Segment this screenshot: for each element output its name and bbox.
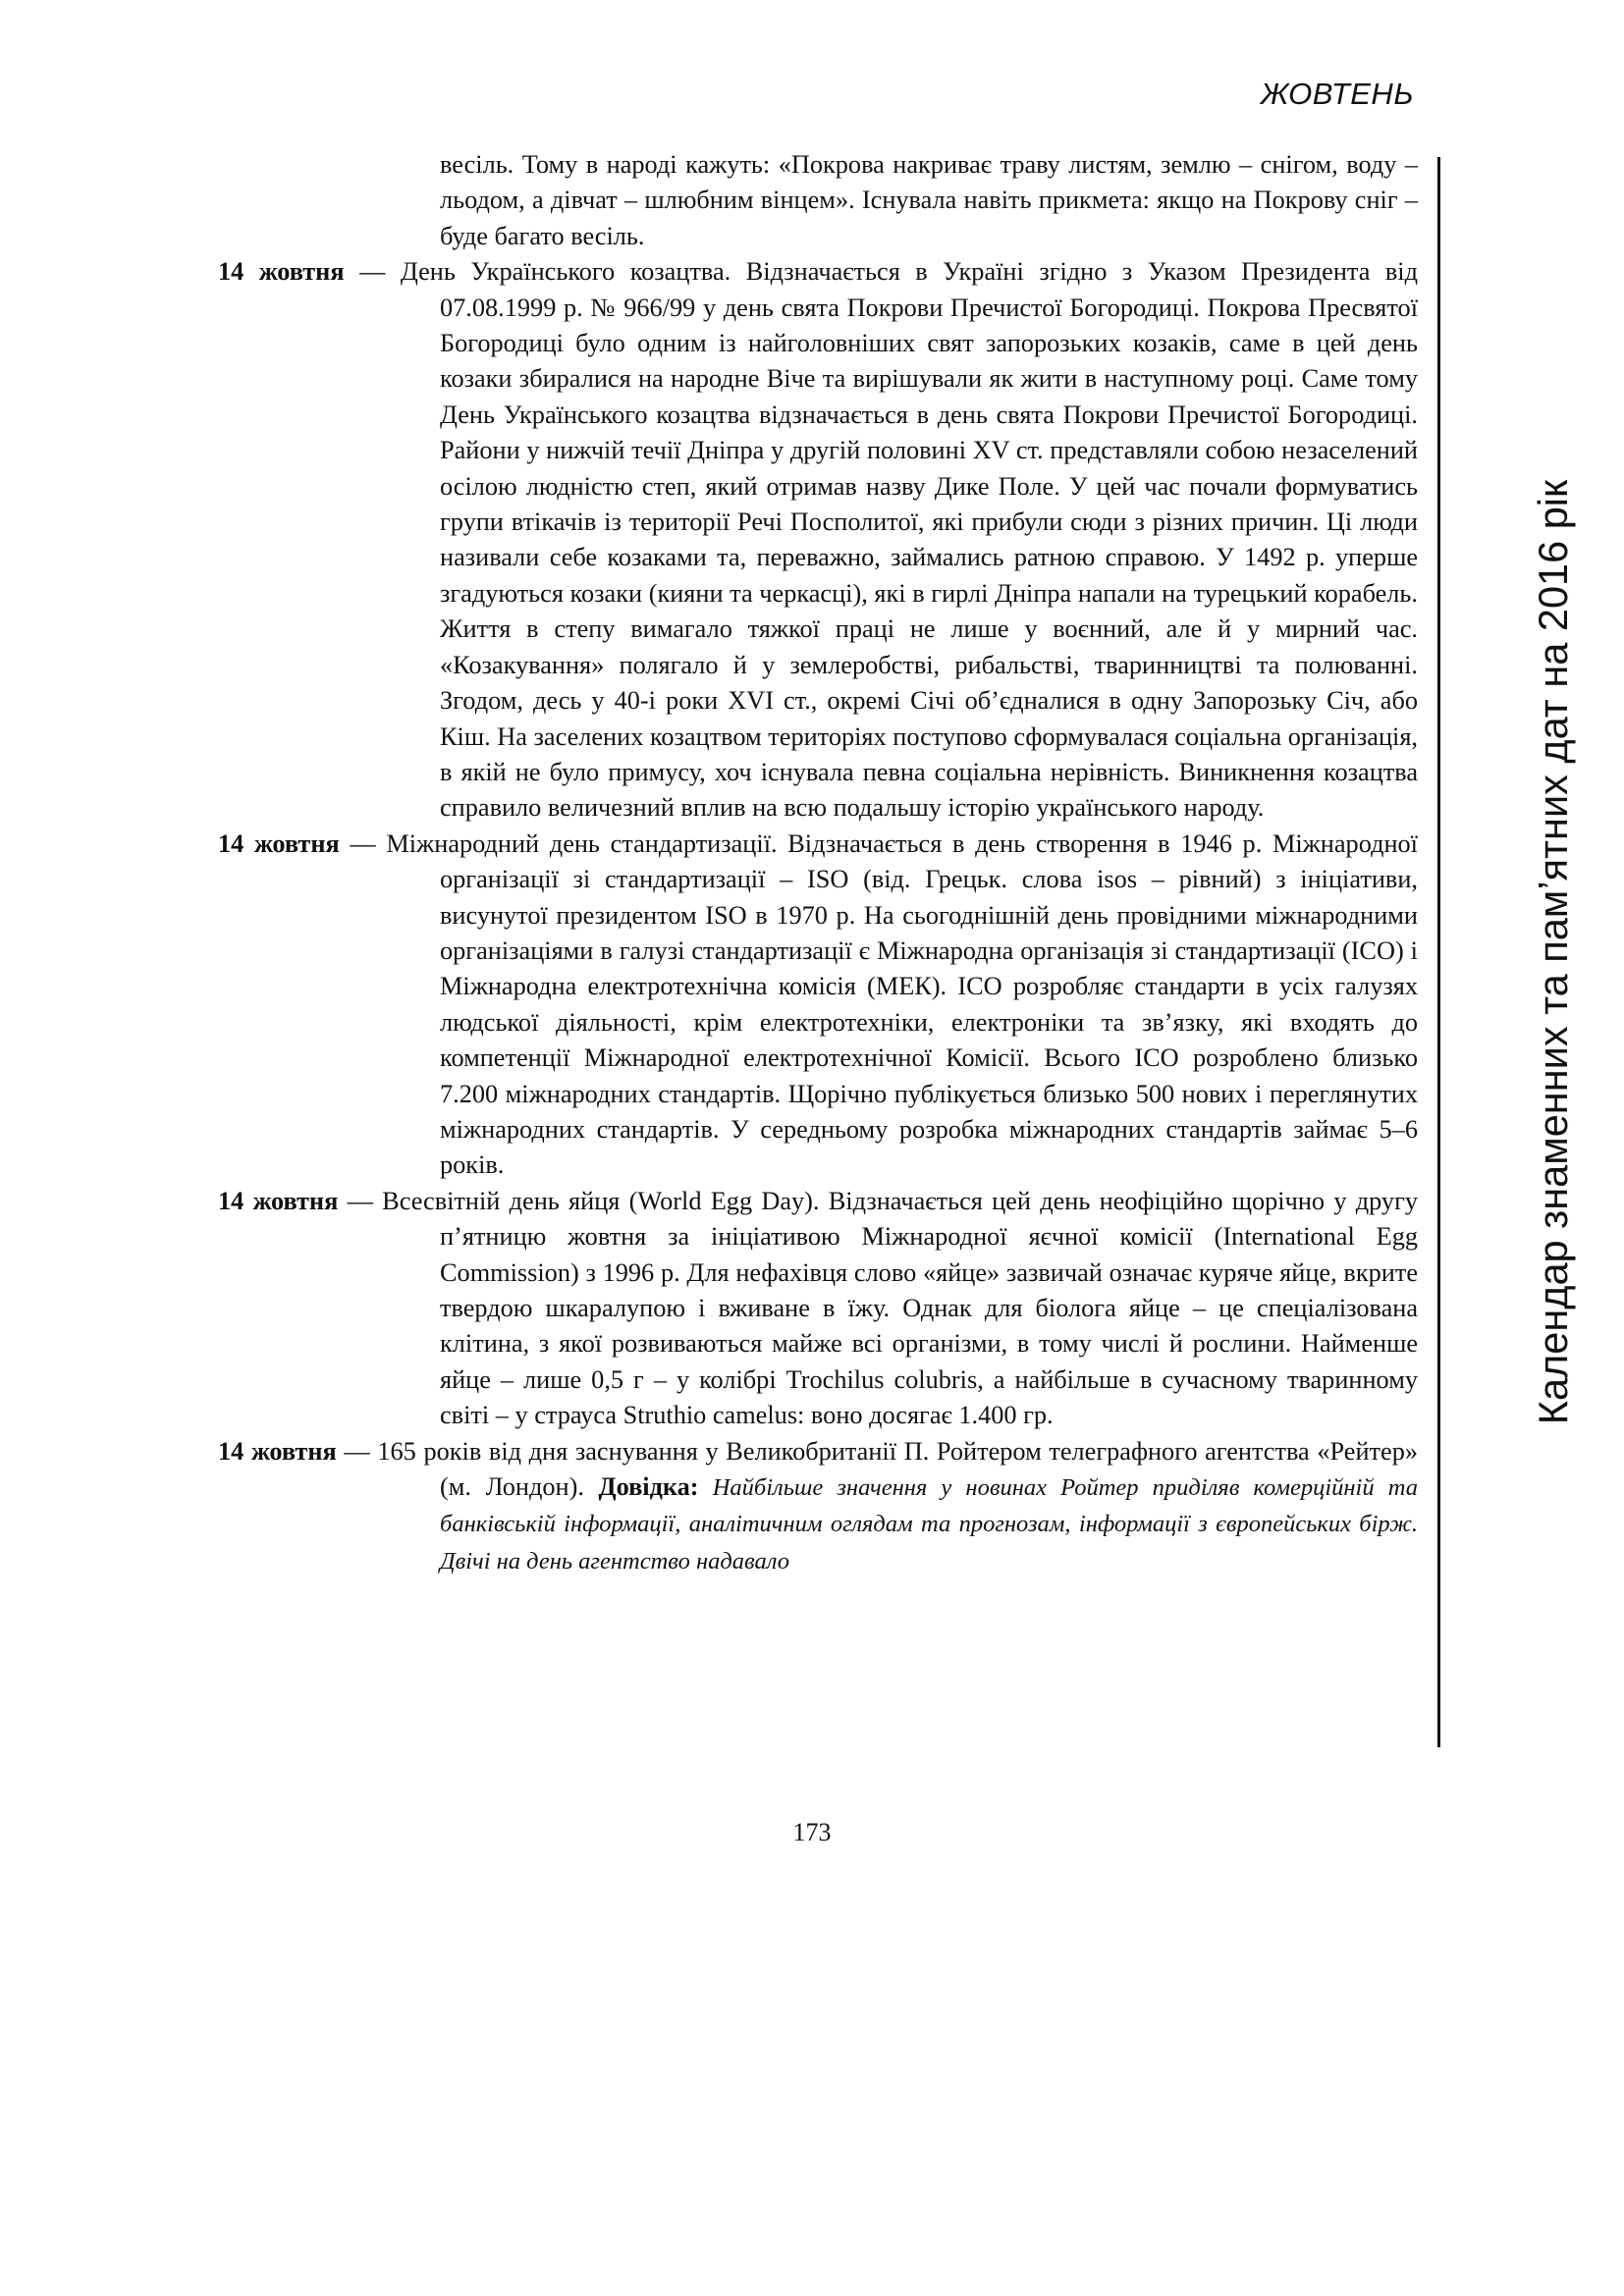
entry-date: 14 жовтня [218,1436,337,1466]
entry-text: День Українського козацтва. Відзначається в Україні згідно з Указом Президента від 07.08.1999 р. № 966/99 у день свята Покрови Пречистої Богородиці. Покрова Пресвятої Богородиці було одним із найголовніших свят запорозьких козаків, саме в цей день козаки збиралися на народне Віче та вирішували як жити в наступному році. Саме тому День Українського козацтва відзначається в день свята Покрови Пречистої Богородиці. Райони у нижчій течії Дніпра у другій половині XV ст. представляли собою незаселений осілою людністю степ, який отримав назву Дике Поле. У цей час почали формуватись групи втікачів із території Речі Посполитої, які прибули сюди з різних причин. Ці люди називали себе козаками та, переважно, займались ратною справою. У 1492 р. уперше згадуються козаки (кияни та черкасці), які в гирлі Дніпра напали на турецький корабель. Життя в степу вимагало тяжкої праці не лише у воєнний, але й у мирний час. «Козакування» полягало й у землеробстві, рибальстві, тваринництві та полюванні. Згодом, десь у 40-і роки XVI ст., окремі Січі об’єдналися в одну Запорозьку Січ, або Кіш. На заселених козацтвом територіях поступово сформувалася соціальна організація, в якій не було примусу, хоч існувала певна соціальна нерівність. Виникнення козацтва справило величезний вплив на всю подальшу історію українського народу. [400,257,1418,823]
intro-paragraph: весіль. Тому в народі кажуть: «Покрова накриває траву листям, землю – снігом, воду – льодом, а дівчат – шлюбним вінцем». Існувала навіть прикмета: якщо на Покрову сніг – буде багато весіль. [440,150,1418,250]
calendar-entry [218,827,1418,1184]
side-divider-line [1437,157,1440,1747]
calendar-entry [218,1434,1418,1580]
calendar-entry [218,254,1418,827]
entry-text: 165 років від дня заснування у Великобританії П. Ройтером телеграфного агентства «Рейтер» (м. Лондон). [377,1436,1419,1502]
page-body [218,147,1418,1579]
entry-dash: — [338,1186,383,1215]
entry-text: Всесвітній день яйця (World Egg Day). Відзначається цей день неофіційно щорічно у другу п’ятницю жовтня за ініціативою Міжнародної яєчної комісії (International Egg Commission) з 1996 р. Для нефахівця слово «яйце» зазвичай означає куряче яйце, вкрите твердою шкаралупою і вживане в їжу. Однак для біолога яйце – це спеціалізована клітина, з якої розвиваються майже всі організми, в тому числі й рослини. Найменше яйце – лише 0,5 г – у колібрі Trochilus colubris, а найбільше в сучасному тваринному світі – у страуса Struthio camelus: воно досягає 1.400 гр. [382,1186,1419,1430]
entry-dash: — [344,257,401,287]
reference-text: Найбільше значення у новинах Ройтер приділяв комерційній та банківській інформації, аналітичним оглядам та прогнозам, інформації з європейських бірж. Двічі на день агентство надавало [440,1474,1418,1575]
entry-date: 14 жовтня [218,1186,339,1215]
entry-dash: — [339,828,387,858]
calendar-entry [218,1184,1418,1434]
page-number: 173 [792,1818,832,1846]
entry-date: 14 жовтня [218,828,340,858]
running-header-month: ЖОВТЕНЬ [1260,77,1414,111]
reference-label: Довідка: [598,1472,699,1502]
entry-dash: — [336,1436,378,1466]
entry-date: 14 жовтня [218,257,345,287]
side-book-title: Календар знаменних та пам’ятних дат на 2016 рік [1530,479,1576,1425]
entry-text: Міжнародний день стандартизації. Відзначається в день створення в 1946 р. Міжнародної організації зі стандартизації – ISO (від. Грецьк. слова isos – рівний) з ініціативи, висунутої президентом ISO в 1970 р. На сьогоднішній день провідними міжнародними організаціями в галузі стандартизації є Міжнародна організація зі стандартизації (ІСО) і Міжнародна електротехнічна комісія (МЕК). ІСО розробляє стандарти в усіх галузях людської діяльності, крім електротехніки, електроніки та зв’язку, які входять до компетенції Міжнародної електротехнічної Комісії. Всього ІСО розроблено близько 7.200 міжнародних стандартів. Щорічно публікується близько 500 нових і переглянутих міжнародних стандартів. У середньому розробка міжнародних стандартів займає 5–6 років. [386,828,1418,1180]
